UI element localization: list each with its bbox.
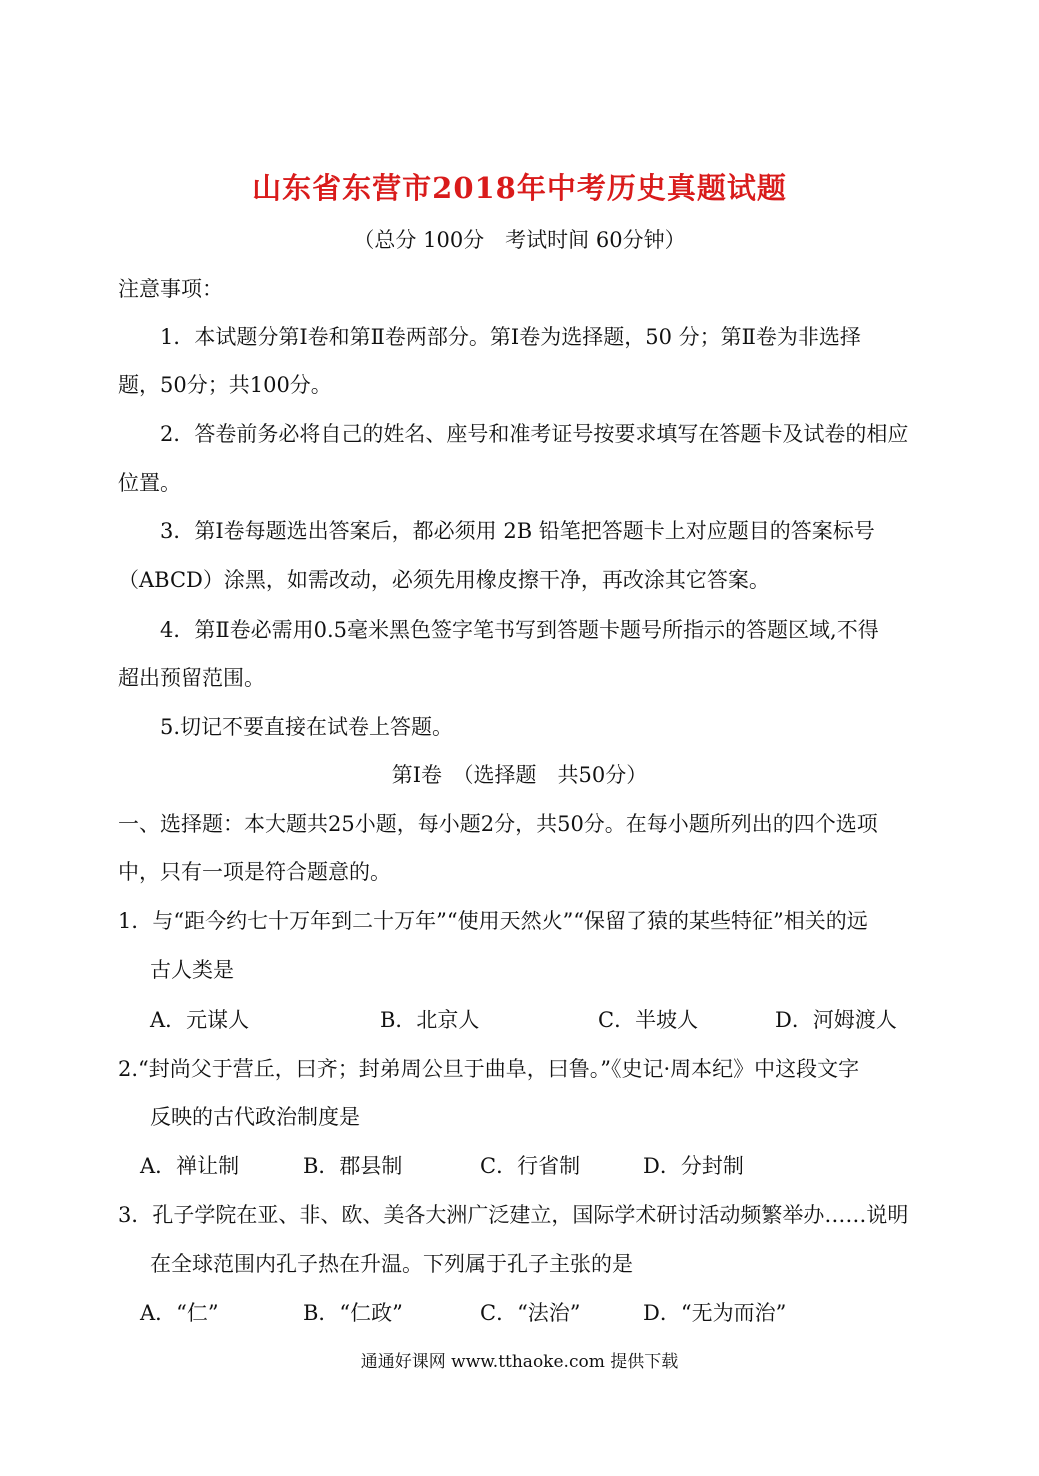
question-3-stem-line-2: 在全球范围内孔子热在升温。下列属于孔子主张的是: [150, 1252, 633, 1276]
notice-4-line-2: 超出预留范围。: [118, 666, 265, 690]
question-1-option-c: C．半坡人: [598, 1008, 699, 1032]
question-1-stem-line-2: 古人类是: [150, 958, 234, 982]
exam-info: （总分 100分 考试时间 60分钟）: [353, 228, 686, 252]
question-2-stem-line-2: 反映的古代政治制度是: [150, 1105, 360, 1129]
question-2-option-d: D．分封制: [643, 1154, 744, 1178]
notice-5-line-1: 5.切记不要直接在试卷上答题。: [160, 715, 454, 739]
page-footer: 通通好课网 www.tthaoke.com 提供下载: [360, 1352, 679, 1372]
question-3-option-a: A．“仁”: [140, 1301, 219, 1325]
notice-4-line-1: 4．第Ⅱ卷必需用0.5毫米黑色签字笔书写到答题卡题号所指示的答题区域,不得: [160, 618, 879, 642]
question-2-stem-line-1: 2.“封尚父于营丘，曰齐；封弟周公旦于曲阜，曰鲁。”《史记·周本纪》中这段文字: [118, 1057, 860, 1081]
question-3-option-c: C．“法治”: [480, 1301, 581, 1325]
question-1-option-d: D．河姆渡人: [775, 1008, 897, 1032]
question-2-option-c: C．行省制: [480, 1154, 581, 1178]
question-2-options: [0, 1152, 1039, 1180]
notice-2-line-1: 2．答卷前务必将自己的姓名、座号和准考证号按要求填写在答题卡及试卷的相应: [160, 422, 909, 446]
notice-1-line-2: 题，50分；共100分。: [118, 373, 332, 397]
question-3-option-b: B．“仁政”: [303, 1301, 403, 1325]
notice-2-line-2: 位置。: [118, 471, 181, 495]
part-intro-line-1: 一、选择题：本大题共25小题，每小题2分，共50分。在每小题所列出的四个选项: [118, 812, 878, 836]
notice-heading: 注意事项：: [118, 277, 223, 301]
question-2-option-a: A．禅让制: [140, 1154, 240, 1178]
notice-3-line-1: 3．第Ⅰ卷每题选出答案后，都必须用 2B 铅笔把答题卡上对应题目的答案标号: [160, 519, 875, 543]
question-1-options: [0, 1006, 1039, 1034]
notice-1-line-1: 1．本试题分第Ⅰ卷和第Ⅱ卷两部分。第Ⅰ卷为选择题，50 分；第Ⅱ卷为非选择: [160, 325, 861, 349]
notice-3-line-2: （ABCD）涂黑，如需改动，必须先用橡皮擦干净，再改涂其它答案。: [118, 568, 770, 592]
question-2-option-b: B．郡县制: [303, 1154, 403, 1178]
page-title: 山东省东营市2018年中考历史真题试题: [252, 171, 787, 205]
question-1-stem-line-1: 1．与“距今约七十万年到二十万年”“使用天然火”“保留了猿的某些特征”相关的远: [118, 909, 868, 933]
question-1-option-b: B．北京人: [380, 1008, 480, 1032]
question-1-option-a: A．元谋人: [150, 1008, 250, 1032]
part-intro-line-2: 中，只有一项是符合题意的。: [118, 860, 391, 884]
question-3-stem-line-1: 3．孔子学院在亚、非、欧、美各大洲广泛建立，国际学术研讨活动频繁举办……说明: [118, 1203, 909, 1227]
question-3-option-d: D．“无为而治”: [643, 1301, 787, 1325]
section-title: 第Ⅰ卷 （选择题 共50分）: [391, 763, 648, 787]
question-3-options: [0, 1299, 1039, 1327]
